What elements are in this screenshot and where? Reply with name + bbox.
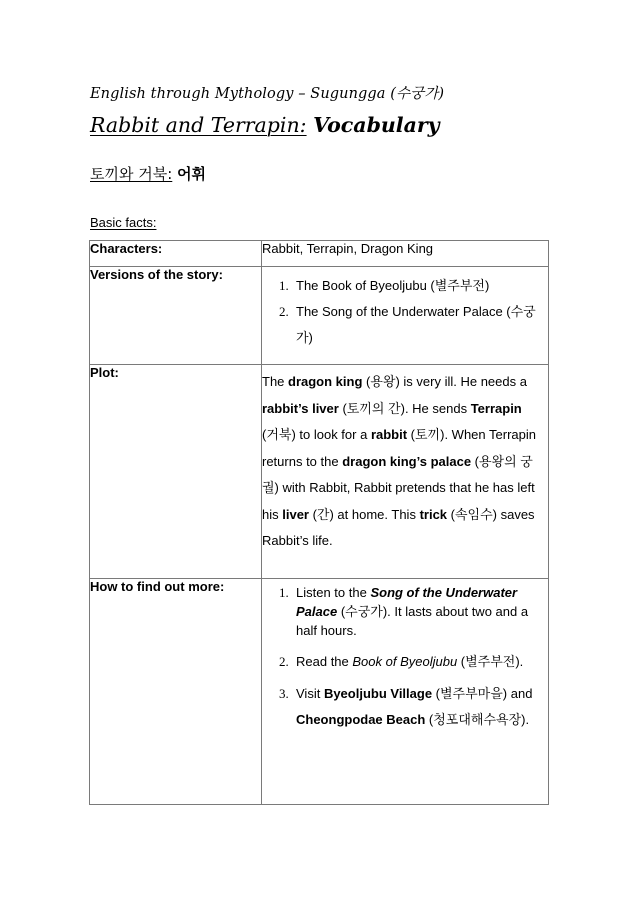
section-label: Basic facts: [90, 215, 157, 230]
row-characters [90, 241, 549, 267]
row-plot [90, 365, 549, 579]
row-versions [90, 267, 549, 365]
versions-list [262, 273, 548, 351]
korean-title-main: 토끼와 거북: [90, 165, 173, 183]
korean-title [90, 163, 206, 184]
list-item: 1. The Book of Byeoljubu (별주부전) [279, 278, 490, 293]
row-more [90, 579, 549, 805]
plot-text: The dragon king (용왕) is very ill. He needs a rabbit’s liver (토끼의 간). He sends Terrapin (거북) to look for a rabbit (토끼). When Terrapin returns to the dragon king’s palace (용왕의 궁궐) with Rabbit, Rabbit pretends that he has left his liver (간) at home. This trick (속임수) saves Rabbit’s life. [262, 374, 536, 548]
page-title [90, 113, 440, 137]
value-more [262, 579, 549, 805]
label-characters: Characters: [90, 241, 262, 267]
value-characters: Rabbit, Terrapin, Dragon King [262, 241, 549, 267]
value-plot [262, 365, 549, 579]
value-versions [262, 267, 549, 365]
list-item: 1. Listen to the Song of the Underwater Palace (수궁가). It lasts about two and a half hours. [279, 585, 529, 638]
list-item: 3. Visit Byeoljubu Village (별주부마을) and Cheongpodae Beach (청포대해수욕장). [279, 686, 533, 727]
facts-table [89, 240, 549, 805]
label-more: How to find out more: [90, 579, 262, 805]
list-item: 2. Read the Book of Byeoljubu (별주부전). [279, 654, 524, 669]
more-list [262, 583, 548, 733]
list-item: 2. The Song of the Underwater Palace (수궁가) [279, 304, 536, 345]
course-title: English through Mythology – Sugungga (수궁가) [90, 86, 445, 102]
label-plot: Plot: [90, 365, 262, 579]
title-main: Rabbit and Terrapin: [90, 113, 307, 137]
label-versions: Versions of the story: [90, 267, 262, 365]
korean-title-vocabulary: 어휘 [177, 165, 207, 183]
title-vocabulary: Vocabulary [313, 113, 440, 137]
